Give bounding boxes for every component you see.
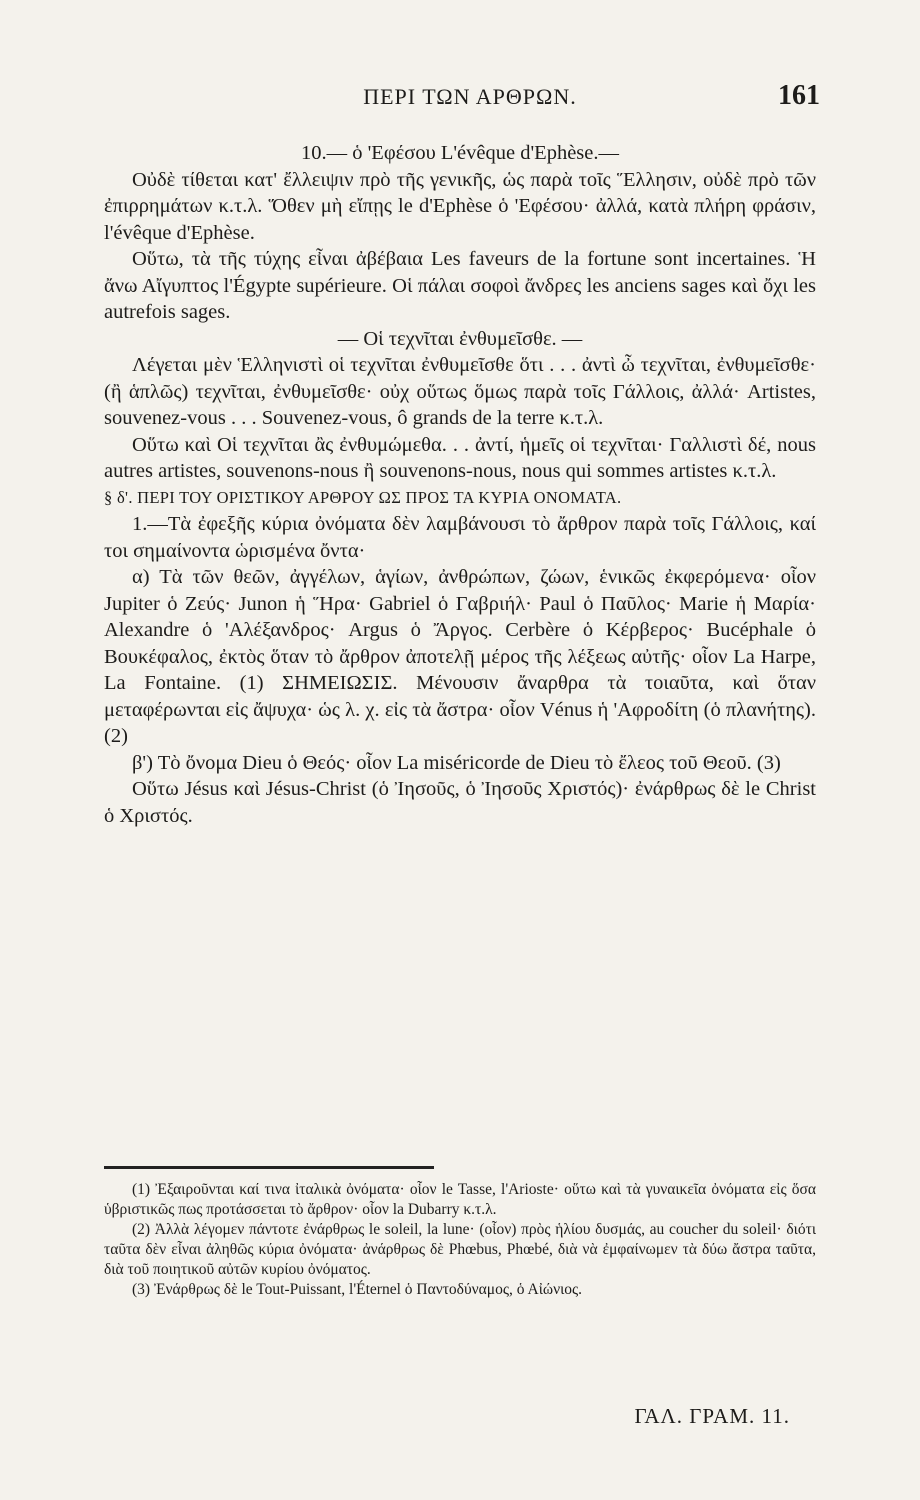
main-text — [104, 140, 816, 829]
rule-beta-continued: Οὕτω Jésus καὶ Jésus-Christ (ὁ Ἰησοῦς, ὁ Ἰησοῦς Χριστός)· ἐνάρθρως δὲ le Christ ὁ Χριστός. — [104, 778, 816, 827]
footnote-1: (1) Ἐξαιροῦνται καί τινα ἰταλικὰ ὀνόματα· οἷον le Tasse, l'Arioste· οὕτω καὶ τὰ γυναικεῖα ὀνόματα εἰς ὅσα ὑβριστικῶς πως προτάσσεται τὸ ἄρθρον· οἷον la Dubarry κ.τ.λ. — [104, 1181, 816, 1218]
technitai-paragraph-1: Λέγεται μὲν Ἑλληνιστὶ οἱ τεχνῖται ἐνθυμεῖσθε ὅτι . . . ἀντὶ ὦ τεχνῖται, ἐνθυμεῖσθε· (ἢ ἁπλῶς) τεχνῖται, ἐνθυμεῖσθε· οὐχ οὕτως ὅμως παρὰ τοῖς Γάλλοις, ἀλλά· Artistes, souvenez-vous . . . Souvenez-vous, ô grands de la terre κ.τ.λ. — [104, 354, 816, 429]
footnote-3: (3) Ἐνάρθρως δὲ le Tout-Puissant, l'Éternel ὁ Παντοδύναμος, ὁ Αἰώνιος. — [132, 1281, 583, 1298]
page-header — [120, 78, 820, 114]
footnote-rule — [104, 1166, 434, 1169]
rule-beta: β') Τὸ ὄνομα Dieu ὁ Θεός· οἷον La miséricorde de Dieu τὸ ἔλεος τοῦ Θεοῦ. (3) — [132, 751, 781, 774]
signature-mark: ΓΑΛ. ΓΡΑΜ. 11. — [634, 1404, 790, 1428]
technitai-heading: — Οἱ τεχνῖται ἐνθυμεῖσθε. — — [337, 327, 583, 350]
technitai-paragraph-2: Οὕτω καὶ Οἱ τεχνῖται ἂς ἐνθυμώμεθα. . . ἀντί, ἡμεῖς οἱ τεχνῖται· Γαλλιστὶ δέ, nous autres artistes, souvenons-nous ἢ souvenons-nous, nous qui sommes artistes κ.τ.λ. — [104, 433, 816, 482]
footnotes — [104, 1180, 816, 1300]
page-number: 161 — [778, 80, 820, 111]
footnote-2: (2) Ἀλλὰ λέγομεν πάντοτε ἐνάρθρως le soleil, la lune· (οἷον) πρὸς ἡλίου δυσμάς, au coucher du soleil· διότι ταῦτα δὲν εἶναι ἀληθῶς κύρια ὀνόματα· ἀνάρθρως δὲ Phœbus, Phœbé, διὰ νὰ ἐμφαίνωμεν τὰ δύω ἄστρα ταῦτα, διὰ τοῦ ποιητικοῦ αὐτῶν κυρίου ὀνόματος. — [104, 1221, 816, 1278]
section-heading: § δ'. ΠΕΡΙ ΤΟΥ ΟΡΙΣΤΙΚΟΥ ΑΡΘΡΟΥ ΩΣ ΠΡΟΣ ΤΑ ΚΥΡΙΑ ΟΝΟΜΑΤΑ. — [104, 487, 622, 507]
item-10-paragraph-2: Οὕτω, τὰ τῆς τύχης εἶναι ἀβέβαια Les faveurs de la fortune sont incertaines. Ἡ ἄνω Αἴγυπτος l'Égypte supérieure. Οἱ πάλαι σοφοὶ ἄνδρες les anciens sages καὶ ὄχι les autrefois sages. — [104, 248, 816, 323]
rule-1: 1.—Τὰ ἐφεξῆς κύρια ὀνόματα δὲν λαμβάνουσι τὸ ἄρθρον παρὰ τοῖς Γάλλοις, καί τοι σημαίνοντα ὡρισμένα ὄντα· — [104, 513, 816, 562]
running-head: ΠΕΡΙ ΤΩΝ ΑΡΘΡΩΝ. — [363, 84, 577, 109]
item-10-paragraph-1: Οὐδὲ τίθεται κατ' ἔλλειψιν πρὸ τῆς γενικῆς, ὡς παρὰ τοῖς Ἕλλησιν, οὐδὲ πρὸ τῶν ἐπιρρημάτων κ.τ.λ. Ὅθεν μὴ εἴπῃς le d'Ephèse ὁ 'Εφέσου· ἀλλά, κατὰ πλήρη φράσιν, l'évêque d'Ephèse. — [104, 168, 816, 244]
item-10-heading: 10.— ὁ 'Εφέσου L'évêque d'Ephèse.— — [300, 142, 619, 164]
rule-alpha: α) Τὰ τῶν θεῶν, ἀγγέλων, ἁγίων, ἀνθρώπων, ζώων, ἑνικῶς ἐκφερόμενα· οἷον Jupiter ὁ Ζεύς· Junon ἡ Ἥρα· Gabriel ὁ Γαβριήλ· Paul ὁ Παῦλος· Marie ἡ Μαρία· Alexandre ὁ 'Αλέξανδρος· Argus ὁ Ἄργος. Cerbère ὁ Κέρβερος· Bucéphale ὁ Βουκέφαλος, ἐκτὸς ὅταν τὸ ἄρθρον ἀποτελῇ μέρος τῆς λέξεως αὐτῆς· οἷον La Harpe, La Fontaine. (1) ΣΗΜΕΙΩΣΙΣ. Μένουσιν ἄναρθρα τὰ τοιαῦτα, καὶ ὅταν μεταφέρωνται εἰς ἄψυχα· ὡς λ. χ. εἰς τὰ ἄστρα· οἷον Vénus ἡ 'Αφροδίτη (ὁ πλανήτης). (2) — [104, 566, 816, 747]
